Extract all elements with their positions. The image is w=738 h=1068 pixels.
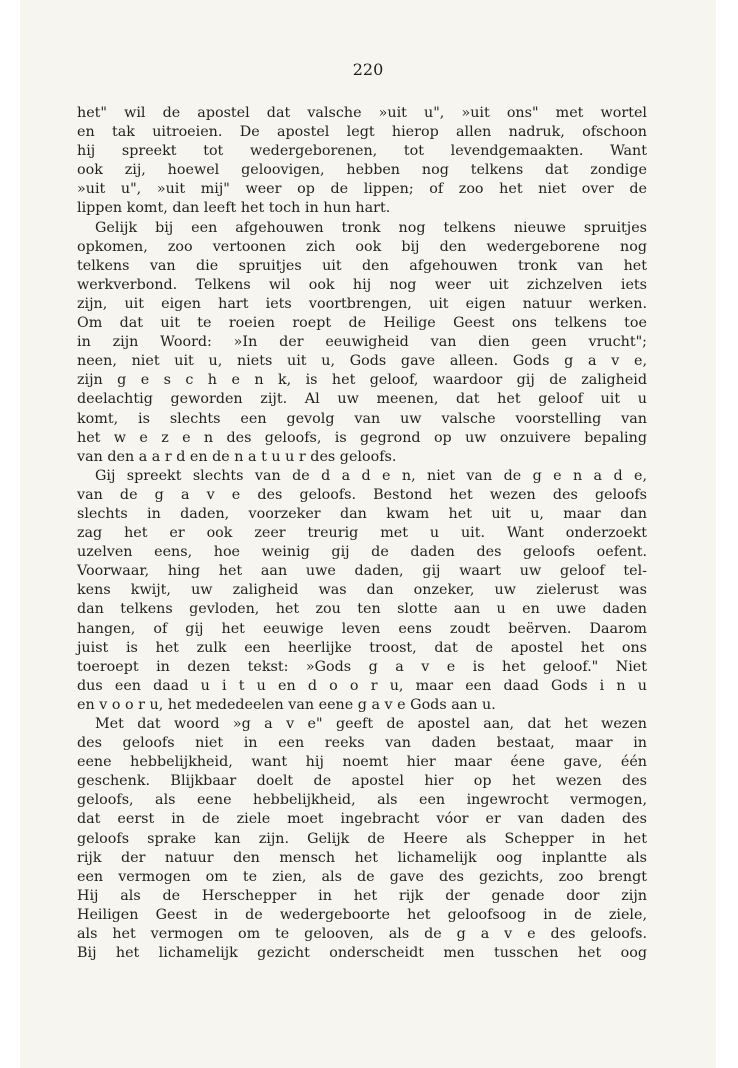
text-line: en tak uitroeien. De apostel legt hierop allen nadruk, ofschoon	[77, 124, 647, 141]
text-line: als het vermogen om te gelooven, als de g a v e des geloofs.	[77, 926, 647, 943]
text-line: slechts in daden, voorzeker dan kwam het uit u, maar dan	[77, 505, 647, 522]
text-line: in zijn Woord: »In der eeuwigheid van dien geen vrucht";	[77, 334, 647, 351]
page-number: 220	[352, 60, 384, 79]
text-line: opkomen, zoo vertoonen zich ook bij den wedergeborene nog	[77, 238, 647, 255]
text-line: Gij spreekt slechts van de d a d e n, niet van de g e n a d e,	[95, 467, 647, 484]
text-line: komt, is slechts een gevolg van uw valsche voorstelling van	[77, 410, 647, 427]
text-line: ook zij, hoewel geloovigen, hebben nog telkens dat zondige	[77, 162, 647, 179]
text-line: Voorwaar, hing het aan uwe daden, gij waart uw geloof tel-	[77, 563, 647, 580]
text-line: lippen komt, dan leeft het toch in hun hart.	[77, 200, 391, 217]
text-line: geloofs sprake kan zijn. Gelijk de Heere als Schepper in het	[77, 830, 647, 847]
text-line: van den a a r d en de n a t u u r des geloofs.	[77, 448, 397, 465]
text-line: werkverbond. Telkens wil ook hij nog weer uit zichzelven iets	[77, 276, 647, 293]
text-line: uzelven eens, hoe weinig gij de daden des geloofs oefent.	[77, 544, 647, 561]
text-line: Om dat uit te roeien roept de Heilige Geest ons telkens toe	[77, 315, 647, 332]
text-line: des geloofs niet in een reeks van daden bestaat, maar in	[77, 735, 647, 752]
text-line: Met dat woord »g a v e" geeft de apostel aan, dat het wezen	[95, 716, 647, 732]
text-line: hij spreekt tot wedergeborenen, tot levendgemaakten. Want	[77, 143, 647, 160]
text-line: hangen, of gij het eeuwige leven eens zoudt beërven. Daarom	[77, 620, 647, 637]
text-line: het w e z e n des geloofs, is gegrond op uw onzuivere bepaling	[77, 429, 647, 446]
book-page	[20, 0, 716, 1068]
text-line: en v o o r u, het mededeelen van eene g a v e Gods aan u.	[77, 696, 496, 713]
text-line: kens kwijt, uw zaligheid was dan onzeker, uw zielerust was	[77, 582, 647, 599]
text-line: neen, niet uit u, niets uit u, Gods gave alleen. Gods g a v e,	[77, 353, 647, 370]
text-line: telkens van die spruitjes uit den afgehouwen tronk van het	[77, 257, 647, 274]
text-line: eene hebbelijkheid, want hij noemt hier maar éene gave, één	[77, 754, 647, 771]
text-line: dan telkens gevloden, het zou ten slotte aan u en uwe daden	[77, 601, 647, 618]
text-line: rijk der natuur den mensch het lichamelijk oog inplantte als	[77, 849, 647, 866]
text-line: Gelijk bij een afgehouwen tronk nog telkens nieuwe spruitjes	[95, 219, 647, 236]
text-line: Heiligen Geest in de wedergeboorte het geloofsoog in de ziele,	[77, 906, 647, 923]
text-line: het" wil de apostel dat valsche »uit u", »uit ons" met wortel	[77, 105, 647, 121]
text-line: »uit u", »uit mij" weer op de lippen; of zoo het niet over de	[77, 181, 647, 198]
text-line: dat eerst in de ziele moet ingebracht vóor er van daden des	[77, 811, 647, 828]
text-line: een vermogen om te zien, als de gave des gezichts, zoo brengt	[77, 868, 647, 885]
text-line: juist is het zulk een heerlijke troost, dat de apostel het ons	[77, 639, 647, 656]
text-line: zijn, uit eigen hart iets voortbrengen, uit eigen natuur werken.	[77, 295, 647, 312]
text-line: geloofs, als eene hebbelijkheid, als een ingewrocht vermogen,	[77, 792, 647, 809]
text-line: Hij als de Herschepper in het rijk der genade door zijn	[77, 887, 647, 904]
text-line: Bij het lichamelijk gezicht onderscheidt men tusschen het oog	[77, 945, 647, 962]
body-text	[77, 104, 647, 963]
text-line: zag het er ook zeer treurig met u uit. Want onderzoekt	[77, 525, 647, 542]
text-line: zijn g e s c h e n k, is het geloof, waardoor gij de zaligheid	[77, 372, 647, 389]
text-line: van de g a v e des geloofs. Bestond het wezen des geloofs	[77, 486, 647, 503]
text-line: toeroept in dezen tekst: »Gods g a v e is het geloof." Niet	[77, 658, 647, 675]
text-line: geschenk. Blijkbaar doelt de apostel hier op het wezen des	[77, 773, 647, 790]
text-line: dus een daad u i t u en d o o r u, maar een daad Gods i n u	[77, 677, 647, 694]
text-line: deelachtig geworden zijt. Al uw meenen, dat het geloof uit u	[77, 391, 647, 408]
